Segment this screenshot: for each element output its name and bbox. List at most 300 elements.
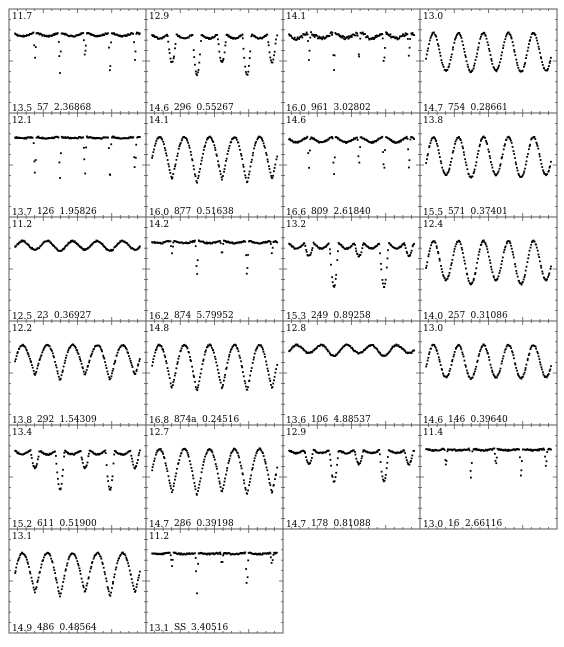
data-point [241, 467, 243, 469]
data-point [27, 561, 29, 563]
data-point [252, 154, 254, 156]
data-point [173, 379, 175, 381]
data-point [227, 150, 229, 152]
data-point [79, 567, 81, 569]
data-point [66, 565, 68, 567]
data-point [138, 577, 140, 579]
data-point [306, 32, 308, 34]
data-point [112, 581, 114, 583]
data-point [301, 37, 303, 39]
data-point [506, 243, 508, 245]
data-point [272, 59, 274, 61]
data-point [199, 376, 201, 378]
data-point [31, 364, 33, 366]
data-point [255, 350, 257, 352]
period-label: 0.39640 [470, 415, 508, 425]
data-point [450, 161, 452, 163]
data-point [188, 456, 190, 458]
panel-frame [9, 217, 146, 321]
data-point [541, 366, 543, 368]
data-point [386, 267, 388, 269]
panel-frame [420, 321, 557, 425]
data-point [105, 578, 107, 580]
star-id-label: 961 [311, 103, 329, 113]
data-point [540, 159, 542, 161]
data-point [429, 250, 431, 252]
data-point [441, 59, 443, 61]
data-point [241, 158, 243, 160]
data-point [27, 563, 29, 565]
panel-frame [9, 113, 146, 217]
data-point [82, 136, 84, 138]
data-point [355, 454, 357, 456]
data-point [175, 473, 177, 475]
data-point [174, 47, 176, 49]
light-curve-panel-874a [146, 321, 283, 426]
data-point [112, 583, 114, 585]
data-point [31, 580, 33, 582]
data-point [476, 53, 478, 55]
data-point [249, 380, 251, 382]
data-point [452, 49, 454, 51]
data-point [55, 364, 57, 366]
data-point [117, 560, 119, 562]
data-point [133, 588, 135, 590]
data-point [39, 571, 41, 573]
data-point [294, 37, 296, 39]
light-curve-panel-249 [283, 217, 420, 322]
data-point [387, 258, 389, 260]
data-point [548, 373, 550, 375]
data-point [196, 592, 198, 594]
data-point [176, 155, 178, 157]
data-point [130, 455, 132, 457]
data-point [193, 168, 195, 170]
data-point [381, 136, 383, 138]
data-point [112, 370, 114, 372]
data-point [168, 163, 170, 165]
data-point [249, 171, 251, 173]
data-point [190, 360, 192, 362]
data-point [218, 376, 220, 378]
data-point [151, 365, 153, 367]
data-point [380, 263, 382, 265]
data-point [216, 155, 218, 157]
data-point [273, 484, 275, 486]
data-point [199, 168, 201, 170]
data-point [490, 367, 492, 369]
data-point [36, 368, 38, 370]
data-point [266, 154, 268, 156]
data-point [192, 475, 194, 477]
data-point [18, 348, 20, 350]
data-point [510, 345, 512, 347]
data-point [226, 158, 228, 160]
data-point [304, 245, 306, 247]
data-point [111, 479, 113, 481]
data-point [155, 454, 157, 456]
data-point [204, 145, 206, 147]
data-point [274, 164, 276, 166]
data-point [101, 351, 103, 353]
data-point [461, 37, 463, 39]
data-point [40, 567, 42, 569]
data-point [154, 145, 156, 147]
data-point [244, 552, 246, 554]
data-point [290, 35, 292, 37]
data-point [219, 240, 221, 242]
mag-top-label: 13.8 [423, 116, 444, 126]
data-point [310, 252, 312, 254]
data-point [219, 170, 221, 172]
data-point [83, 39, 85, 41]
data-point [335, 472, 337, 474]
data-point [244, 380, 246, 382]
data-point [480, 36, 482, 38]
data-point [229, 351, 231, 353]
data-point [54, 572, 56, 574]
data-point [251, 469, 253, 471]
data-point [499, 165, 501, 167]
data-point [428, 43, 430, 45]
data-point [382, 151, 384, 153]
data-point [484, 345, 486, 347]
data-point [213, 456, 215, 458]
data-point [219, 483, 221, 485]
data-point [411, 458, 413, 460]
data-point [515, 367, 517, 369]
data-point [205, 453, 207, 455]
data-point [34, 592, 36, 594]
data-point [408, 55, 410, 57]
data-point [460, 243, 462, 245]
data-point [512, 146, 514, 148]
data-point [491, 63, 493, 65]
data-point [32, 462, 34, 464]
data-point [265, 361, 267, 363]
data-point [65, 568, 67, 570]
data-point [436, 143, 438, 145]
data-point [18, 558, 20, 560]
data-point [539, 155, 541, 157]
data-point [406, 459, 408, 461]
data-point [191, 467, 193, 469]
data-point [502, 154, 504, 156]
data-point [59, 177, 61, 179]
data-point [253, 359, 255, 361]
data-point [515, 266, 517, 268]
data-point [475, 272, 477, 274]
light-curve-panel-106 [283, 321, 420, 426]
data-point [193, 165, 195, 167]
data-point [463, 151, 465, 153]
data-point [357, 139, 359, 141]
data-point [210, 345, 212, 347]
data-point [328, 139, 330, 141]
data-point [408, 167, 410, 169]
data-point [221, 179, 223, 181]
data-point [382, 476, 384, 478]
data-point [354, 451, 356, 453]
data-point [244, 170, 246, 172]
data-point [449, 370, 451, 372]
data-point [81, 459, 83, 461]
data-point [472, 281, 474, 283]
data-point [486, 38, 488, 40]
data-point [494, 453, 496, 455]
data-point [407, 138, 409, 140]
light-curve-panel-57 [9, 9, 146, 114]
data-point [310, 460, 312, 462]
data-point [242, 474, 244, 476]
data-point [86, 585, 88, 587]
data-point [178, 459, 180, 461]
data-point [305, 34, 307, 36]
data-point [522, 376, 524, 378]
light-curve-panel-809 [283, 113, 420, 218]
data-point [81, 363, 83, 365]
data-point [540, 58, 542, 60]
data-point [269, 51, 271, 53]
data-point [271, 252, 273, 254]
data-point [254, 353, 256, 355]
data-point [170, 382, 172, 384]
data-point [539, 52, 541, 54]
data-point [269, 380, 271, 382]
data-point [452, 152, 454, 154]
data-point [227, 362, 229, 364]
data-point [514, 263, 516, 265]
data-point [541, 61, 543, 63]
data-point [467, 66, 469, 68]
data-point [548, 170, 550, 172]
data-point [492, 167, 494, 169]
data-point [490, 262, 492, 264]
data-point [384, 477, 386, 479]
data-point [268, 165, 270, 167]
data-point [477, 258, 479, 260]
data-point [362, 32, 364, 34]
data-point [515, 163, 517, 165]
data-point [273, 170, 275, 172]
data-point [53, 356, 55, 358]
data-point [467, 168, 469, 170]
data-point [544, 456, 546, 458]
data-point [449, 368, 451, 370]
data-point [439, 52, 441, 54]
panel-frame [146, 425, 283, 529]
data-point [222, 555, 224, 557]
data-point [316, 35, 318, 37]
data-point [495, 462, 497, 464]
data-point [329, 454, 331, 456]
data-point [466, 164, 468, 166]
data-point [198, 175, 200, 177]
data-point [517, 67, 519, 69]
data-point [33, 44, 35, 46]
data-point [334, 284, 336, 286]
data-point [534, 138, 536, 140]
data-point [426, 158, 428, 160]
data-point [109, 69, 111, 71]
data-point [515, 270, 517, 272]
data-point [361, 247, 363, 249]
data-point [468, 173, 470, 175]
data-point [474, 169, 476, 171]
light-curve-panel-571 [420, 113, 557, 218]
data-point [196, 182, 198, 184]
data-point [60, 488, 62, 490]
data-point [129, 246, 131, 248]
data-point [58, 593, 60, 595]
data-point [328, 351, 330, 353]
data-point [529, 353, 531, 355]
period-label: 0.55267 [196, 103, 234, 113]
data-point [466, 60, 468, 62]
data-point [218, 166, 220, 168]
data-point [170, 488, 172, 490]
data-point [80, 360, 82, 362]
data-point [228, 356, 230, 358]
data-point [430, 244, 432, 246]
data-point [237, 142, 239, 144]
mag-bottom-label: 14.7 [149, 520, 170, 530]
data-point [351, 245, 353, 247]
data-point [488, 151, 490, 153]
data-point [91, 353, 93, 355]
data-point [26, 350, 28, 352]
data-point [229, 145, 231, 147]
data-point [489, 359, 491, 361]
data-point [439, 361, 441, 363]
data-point [450, 56, 452, 58]
data-point [459, 241, 461, 243]
data-point [169, 172, 171, 174]
data-point [35, 159, 37, 161]
data-point [504, 351, 506, 353]
mag-top-label: 14.8 [149, 324, 170, 334]
data-point [111, 375, 113, 377]
data-point [59, 72, 61, 74]
data-point [512, 354, 514, 356]
mag-bottom-label: 13.0 [423, 520, 444, 530]
light-curve-panel-126 [9, 113, 146, 218]
data-point [81, 457, 83, 459]
data-point [88, 576, 90, 578]
data-point [83, 147, 85, 149]
data-point [451, 158, 453, 160]
data-point [58, 137, 60, 139]
data-point [530, 36, 532, 38]
data-point [109, 174, 111, 176]
data-point [252, 362, 254, 364]
data-point [276, 156, 278, 158]
data-point [102, 563, 104, 565]
data-point [205, 142, 207, 144]
data-point [107, 371, 109, 373]
data-point [456, 139, 458, 141]
data-point [409, 464, 411, 466]
data-point [35, 46, 37, 48]
data-point [37, 581, 39, 583]
data-point [189, 147, 191, 149]
data-point [216, 34, 218, 36]
data-point [470, 477, 472, 479]
data-point [453, 356, 455, 358]
period-label: 1.95826 [59, 207, 97, 217]
data-point [500, 163, 502, 165]
data-point [50, 558, 52, 560]
data-point [511, 38, 513, 40]
light-curve-panel-292 [9, 321, 146, 426]
data-point [33, 587, 35, 589]
data-point [211, 138, 213, 140]
data-point [385, 474, 387, 476]
mag-top-label: 11.2 [149, 532, 170, 542]
data-point [329, 248, 331, 250]
data-point [356, 33, 358, 35]
data-point [332, 138, 334, 140]
data-point [337, 250, 339, 252]
period-label: 0.37401 [470, 207, 508, 217]
data-point [244, 241, 246, 243]
data-point [527, 50, 529, 52]
data-point [240, 360, 242, 362]
data-point [41, 354, 43, 356]
data-point [16, 355, 18, 357]
data-point [550, 57, 552, 59]
data-point [113, 363, 115, 365]
data-point [129, 570, 131, 572]
data-point [269, 484, 271, 486]
data-point [268, 374, 270, 376]
data-point [523, 279, 525, 281]
data-point [55, 577, 57, 579]
data-point [536, 143, 538, 145]
data-point [441, 268, 443, 270]
data-point [426, 363, 428, 365]
data-point [509, 242, 511, 244]
data-point [439, 156, 441, 158]
data-point [311, 457, 313, 459]
data-point [460, 347, 462, 349]
data-point [516, 370, 518, 372]
data-point [407, 33, 409, 35]
data-point [454, 248, 456, 250]
data-point [244, 66, 246, 68]
data-point [310, 138, 312, 140]
data-point [264, 353, 266, 355]
data-point [135, 144, 137, 146]
data-point [513, 153, 515, 155]
data-point [56, 582, 58, 584]
data-point [165, 149, 167, 151]
data-point [501, 156, 503, 158]
data-point [524, 369, 526, 371]
data-point [336, 464, 338, 466]
data-point [58, 376, 60, 378]
data-point [539, 361, 541, 363]
data-point [469, 376, 471, 378]
data-point [521, 460, 523, 462]
data-point [62, 371, 64, 373]
data-point [525, 270, 527, 272]
data-point [411, 250, 413, 252]
star-id-label: 754 [448, 103, 466, 113]
data-point [355, 250, 357, 252]
data-point [333, 69, 335, 71]
data-point [88, 453, 90, 455]
